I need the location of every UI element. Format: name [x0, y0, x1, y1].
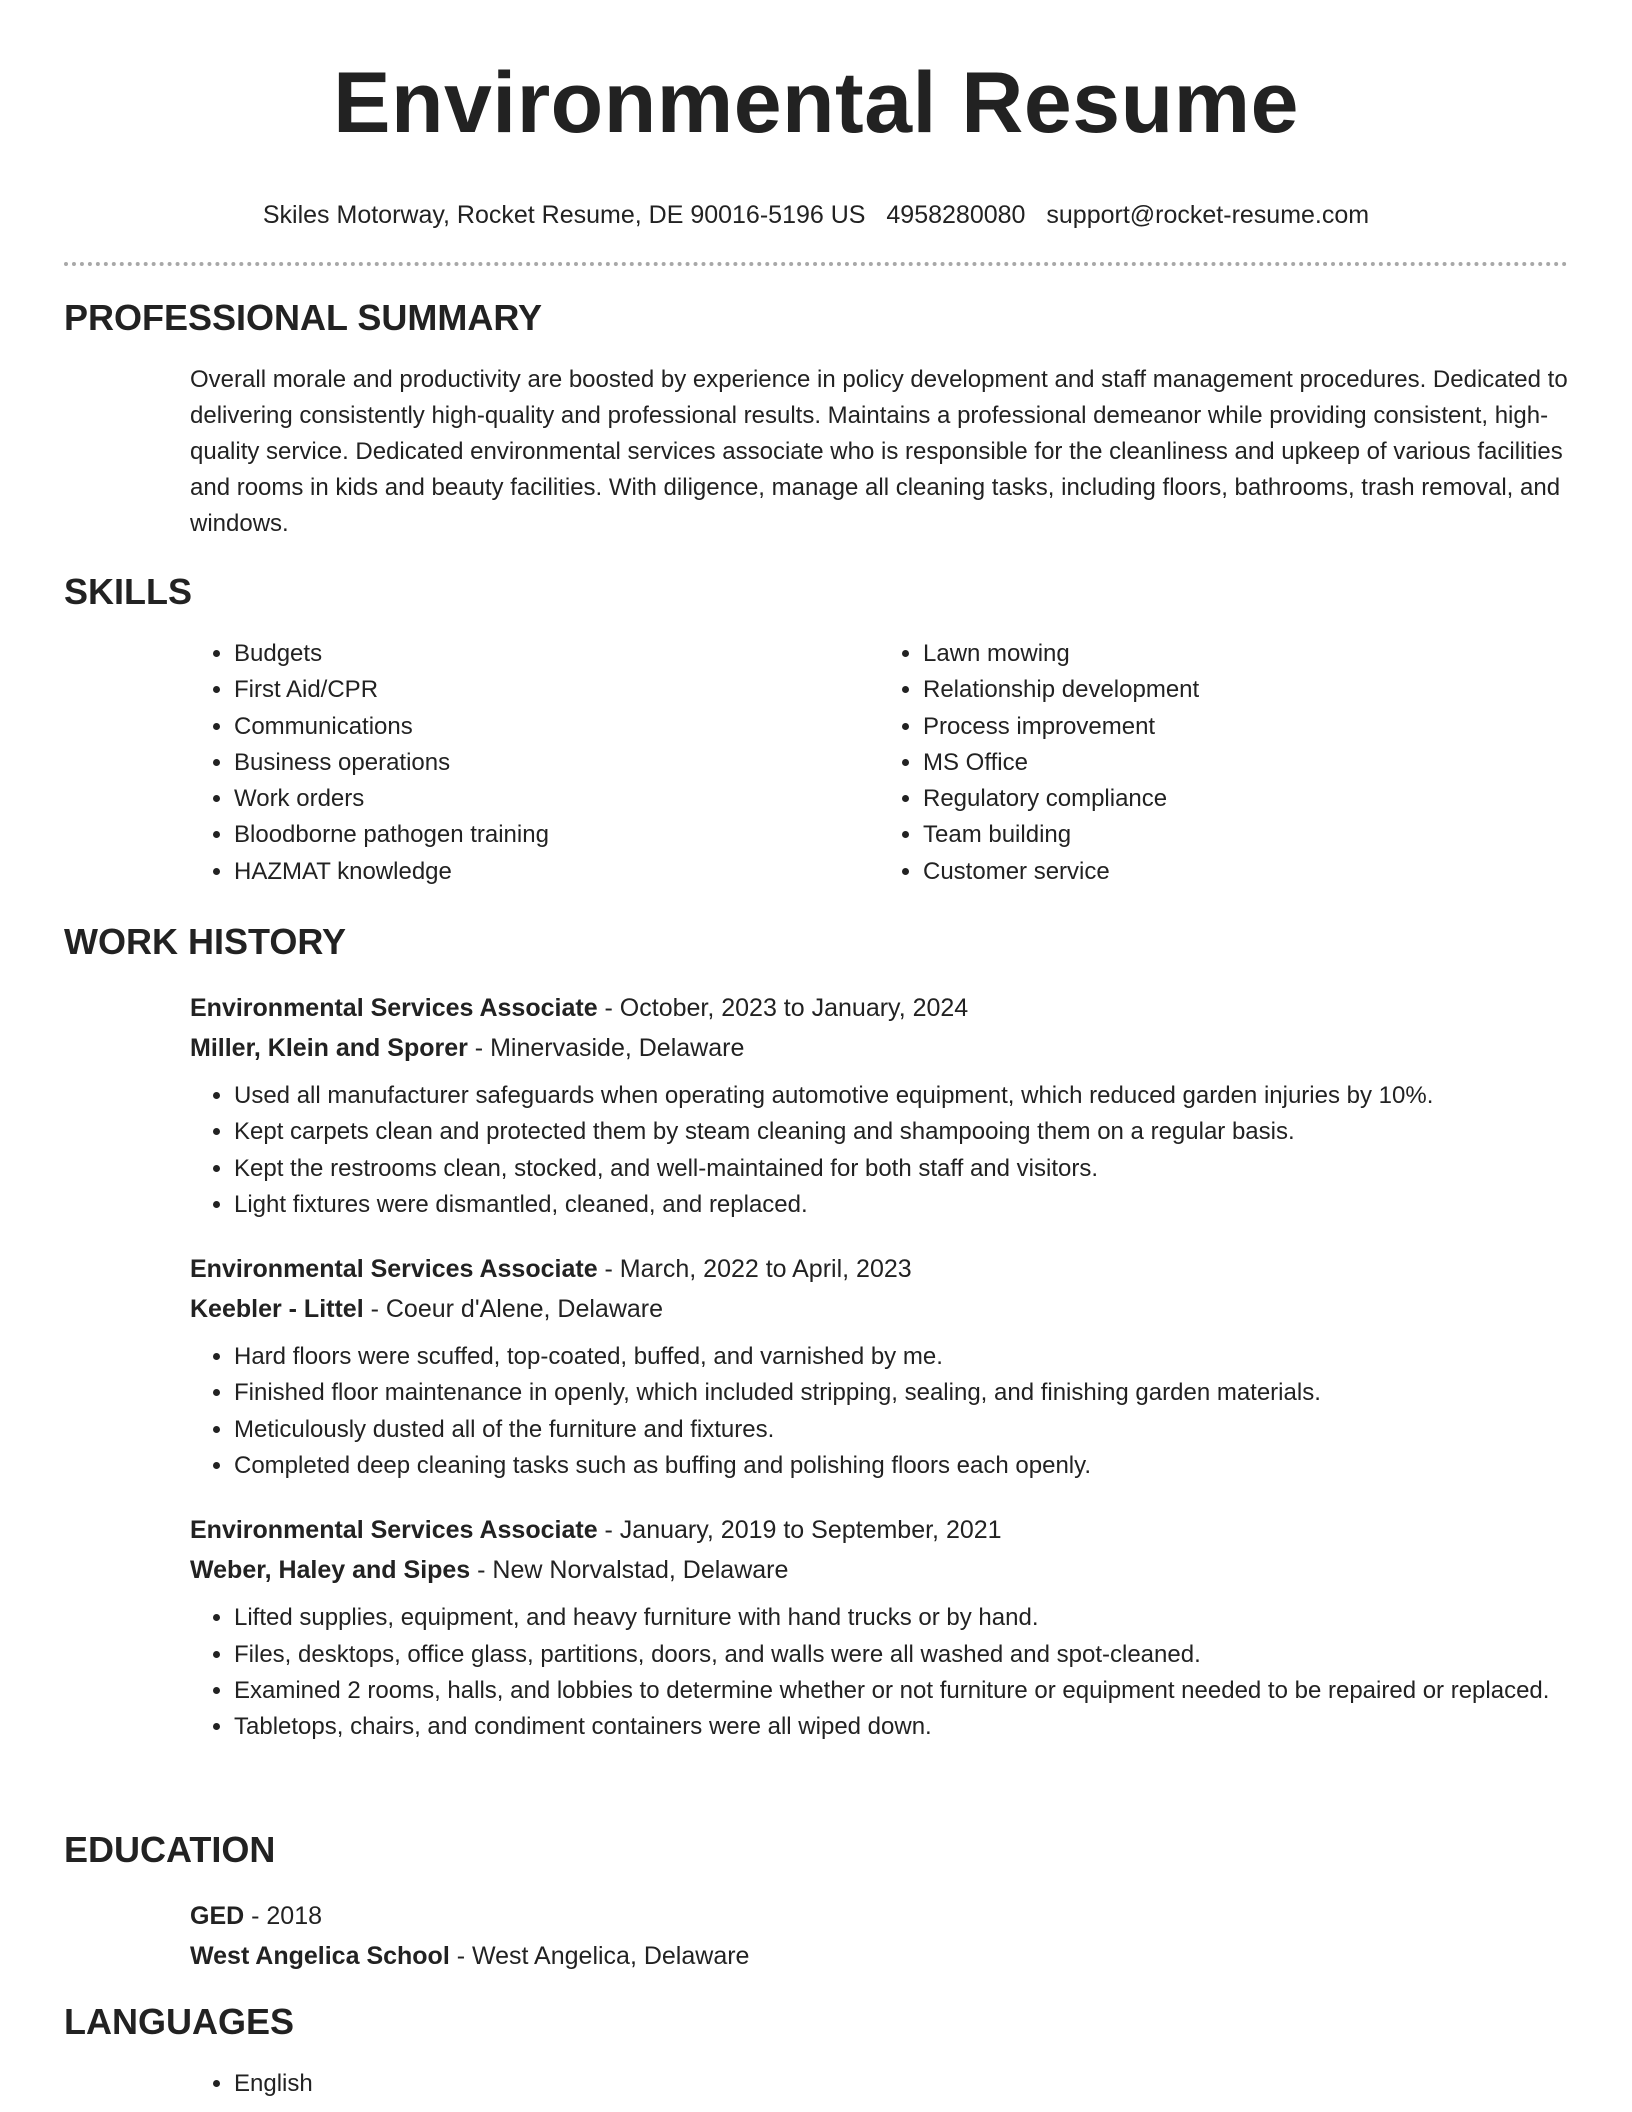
skill-item: • Customer service	[923, 854, 1568, 890]
education-location: - West Angelica, Delaware	[449, 1942, 750, 1970]
job-role: Environmental Services Associate	[190, 994, 598, 1022]
job-company: Miller, Klein and Sporer	[190, 1034, 468, 1062]
education-degree-line	[190, 1896, 1568, 1936]
job-bullets	[190, 1078, 1568, 1223]
job-bullet: • Meticulously dusted all of the furniture and fixtures.	[234, 1412, 1568, 1448]
work-history-heading: WORK HISTORY	[64, 921, 347, 962]
job-company-line	[190, 1289, 1568, 1329]
education-school: West Angelica School	[190, 1942, 450, 1970]
skill-item: • Budgets	[234, 636, 879, 672]
job-company: Keebler - Littel	[190, 1295, 364, 1324]
job-dates: - October, 2023 to January, 2024	[597, 994, 969, 1022]
job-company: Weber, Haley and Sipes	[190, 1556, 471, 1585]
summary-section	[64, 296, 1568, 542]
languages-list-wrap	[190, 2066, 1568, 2102]
job-bullet: • Completed deep cleaning tasks such as buffing and polishing floors each openly.	[234, 1448, 1568, 1484]
job-title-line	[190, 1249, 1568, 1289]
skill-item: • Communications	[234, 709, 879, 745]
skills-list	[190, 636, 1568, 890]
header-divider	[64, 262, 1568, 266]
job-bullets	[190, 1339, 1568, 1484]
skills-right-column	[879, 636, 1568, 890]
job-role: Environmental Services Associate	[190, 1516, 598, 1545]
education-school-line	[190, 1936, 1568, 1976]
job-bullet: • Files, desktops, office glass, partitions, doors, and walls were all washed and spot-cleaned.	[234, 1637, 1568, 1673]
skill-item: • MS Office	[923, 745, 1568, 781]
job-dates: - January, 2019 to September, 2021	[597, 1516, 1002, 1545]
skill-item: • HAZMAT knowledge	[234, 854, 879, 890]
skill-item: • Lawn mowing	[923, 636, 1568, 672]
education-degree: GED	[190, 1902, 245, 1930]
job-title-line	[190, 1510, 1568, 1550]
job-bullet: • Kept carpets clean and protected them by steam cleaning and shampooing them on a regular basis.	[234, 1114, 1568, 1150]
email-text: support@rocket-resume.com	[1046, 201, 1370, 229]
skill-item: • Regulatory compliance	[923, 781, 1568, 817]
education-section	[64, 1828, 1568, 1976]
job-location: - Minervaside, Delaware	[467, 1034, 745, 1062]
education-year: - 2018	[244, 1902, 323, 1930]
skill-item: • Process improvement	[923, 709, 1568, 745]
job-bullet: • Tabletops, chairs, and condiment containers were all wiped down.	[234, 1709, 1568, 1745]
skill-item: • Relationship development	[923, 672, 1568, 708]
resume-header	[64, 0, 1568, 266]
skills-left-column	[190, 636, 879, 890]
skill-item: • Work orders	[234, 781, 879, 817]
skill-item: • Team building	[923, 817, 1568, 853]
job-entry	[190, 1249, 1568, 1484]
phone-text: 4958280080	[886, 201, 1026, 229]
address-text: Skiles Motorway, Rocket Resume, DE 90016-5196 US	[262, 201, 866, 229]
job-role: Environmental Services Associate	[190, 1255, 598, 1284]
skills-section	[64, 570, 1568, 890]
language-item: • English	[234, 2066, 1568, 2102]
job-bullet: • Light fixtures were dismantled, cleaned, and replaced.	[234, 1187, 1568, 1223]
contact-line	[64, 200, 1568, 230]
education-entry	[190, 1896, 1568, 1976]
job-title-line	[190, 988, 1568, 1028]
job-company-line	[190, 1550, 1568, 1590]
skill-item: • Business operations	[234, 745, 879, 781]
job-entry	[190, 1510, 1568, 1745]
job-bullet: • Lifted supplies, equipment, and heavy furniture with hand trucks or by hand.	[234, 1600, 1568, 1636]
job-location: - New Norvalstad, Delaware	[470, 1556, 789, 1585]
education-heading: EDUCATION	[64, 1829, 276, 1870]
summary-text: Overall morale and productivity are boosted by experience in policy development and staff management procedures. Dedicated to delivering consistently high-quality and professional results. Maintains a professional demeanor while providing consistent, high-quality service. Dedicated environmental services associate who is responsible for the cleanliness and upkeep of various facilities and rooms in kids and beauty facilities. With diligence, manage all cleaning tasks, including floors, bathrooms, trash removal, and windows.	[190, 366, 1568, 537]
skills-heading: SKILLS	[64, 571, 193, 612]
languages-heading: LANGUAGES	[64, 2001, 295, 2042]
work-history-section	[64, 920, 1568, 1746]
skill-item: • First Aid/CPR	[234, 672, 879, 708]
summary-heading: PROFESSIONAL SUMMARY	[64, 297, 543, 338]
skill-item: • Bloodborne pathogen training	[234, 817, 879, 853]
job-entry	[190, 988, 1568, 1223]
job-bullet: • Examined 2 rooms, halls, and lobbies to determine whether or not furniture or equipment needed to be repaired or replaced.	[234, 1673, 1568, 1709]
job-bullet: • Hard floors were scuffed, top-coated, buffed, and varnished by me.	[234, 1339, 1568, 1375]
job-bullets	[190, 1600, 1568, 1745]
languages-section	[64, 2000, 1568, 2102]
job-dates: - March, 2022 to April, 2023	[597, 1255, 912, 1284]
job-company-line	[190, 1028, 1568, 1068]
job-bullet: • Finished floor maintenance in openly, which included stripping, sealing, and finishing garden materials.	[234, 1375, 1568, 1411]
job-bullet: • Kept the restrooms clean, stocked, and well-maintained for both staff and visitors.	[234, 1151, 1568, 1187]
job-bullet: • Used all manufacturer safeguards when operating automotive equipment, which reduced garden injuries by 10%.	[234, 1078, 1568, 1114]
job-location: - Coeur d'Alene, Delaware	[363, 1295, 664, 1324]
languages-list	[190, 2066, 1568, 2102]
resume-title: Environmental Resume	[333, 55, 1299, 151]
